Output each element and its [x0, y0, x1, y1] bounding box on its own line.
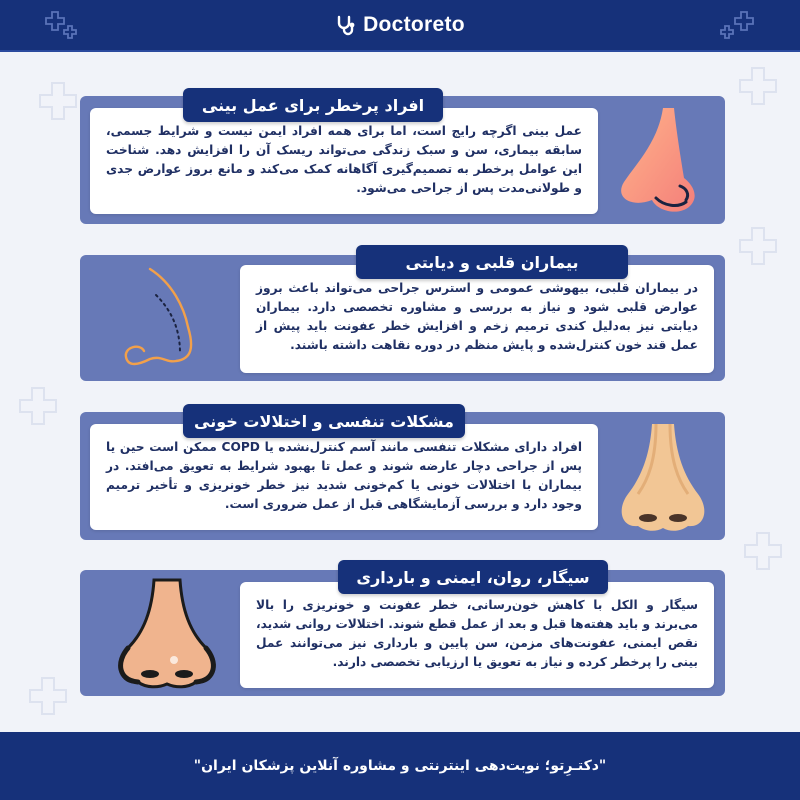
section-text-box: [90, 108, 598, 214]
nose-front-bold-icon: [102, 576, 232, 692]
brand-logo[interactable]: [335, 13, 465, 37]
section-body: در بیماران قلبی، بیهوشی عمومی و استرس جراحی می‌تواند باعث بروز عوارض قلبی شود و نیاز به بررسی و مشاوره تخصصی دارد. بیماران دیابتی نیز به‌دلیل کندی ترمیم زخم و افزایش خطر عفونت باید پیش از عمل قند خون کنترل‌شده و پایش منظم در دوره نقاهت داشته باشند.: [256, 281, 698, 352]
section-title: افراد پرخطر برای عمل بینی: [183, 88, 443, 122]
footer-bar: [0, 732, 800, 800]
doctoreto-logo-icon: [335, 14, 357, 36]
section-title: بیماران قلبی و دیابتی: [356, 245, 628, 279]
section-body: افراد دارای مشکلات تنفسی مانند آسم کنترل‌نشده یا COPD ممکن است حین یا پس از جراحی دچار عارضه شوند و عمل تا بهبود شرایط به تعویق می‌افتد. در بیماران با اختلالات خونی یا کم‌خونی شدید نیز خطر خونریزی و تأخیر ترمیم وجود دارد و بررسی آزمایشگاهی قبل از عمل ضروری است.: [106, 440, 583, 511]
section-title: مشکلات تنفسی و اختلالات خونی: [183, 404, 465, 438]
header-cross-left-icon: [40, 8, 86, 44]
nose-outline-icon: [110, 263, 230, 373]
brand-name: Doctoreto: [363, 13, 465, 36]
section-text-box: [240, 265, 714, 373]
section-body: سیگار و الکل با کاهش خون‌رسانی، خطر عفونت و خونریزی را بالا می‌برند و باید هفته‌ها قبل و بعد از عمل قطع شوند. اختلالات روانی شدید، نقص ایمنی، عفونت‌های مزمن، سن پایین و بارداری نیز می‌توانند عمل بینی را پرخطر کرده و نیاز به تعویق یا ارزیابی تخصصی دارند.: [256, 598, 698, 669]
section-title: سیگار، روان، ایمنی و بارداری: [338, 560, 608, 594]
header-bar: [0, 0, 800, 52]
nose-front-icon: [608, 420, 718, 536]
footer-tagline: "دکتـرِتو؛ نوبت‌دهی اینترنتی و مشاوره آنلاین پزشکان ایران": [193, 758, 607, 774]
header-cross-right-icon: [715, 8, 761, 44]
section-text-box: [90, 424, 598, 530]
section-text-box: [240, 582, 714, 688]
section-body: عمل بینی اگرچه رایج است، اما برای همه افراد ایمن نیست و شرایط جسمی، سابقه بیماری، سن و سبک زندگی می‌تواند ریسک آن را افزایش دهد. شناخت این عوامل پرخطر به تصمیم‌گیری آگاهانه کمک می‌کند و مانع بروز عوارض جدی و طولانی‌مدت پس از جراحی می‌شود.: [106, 124, 582, 195]
nose-profile-icon: [608, 102, 718, 220]
